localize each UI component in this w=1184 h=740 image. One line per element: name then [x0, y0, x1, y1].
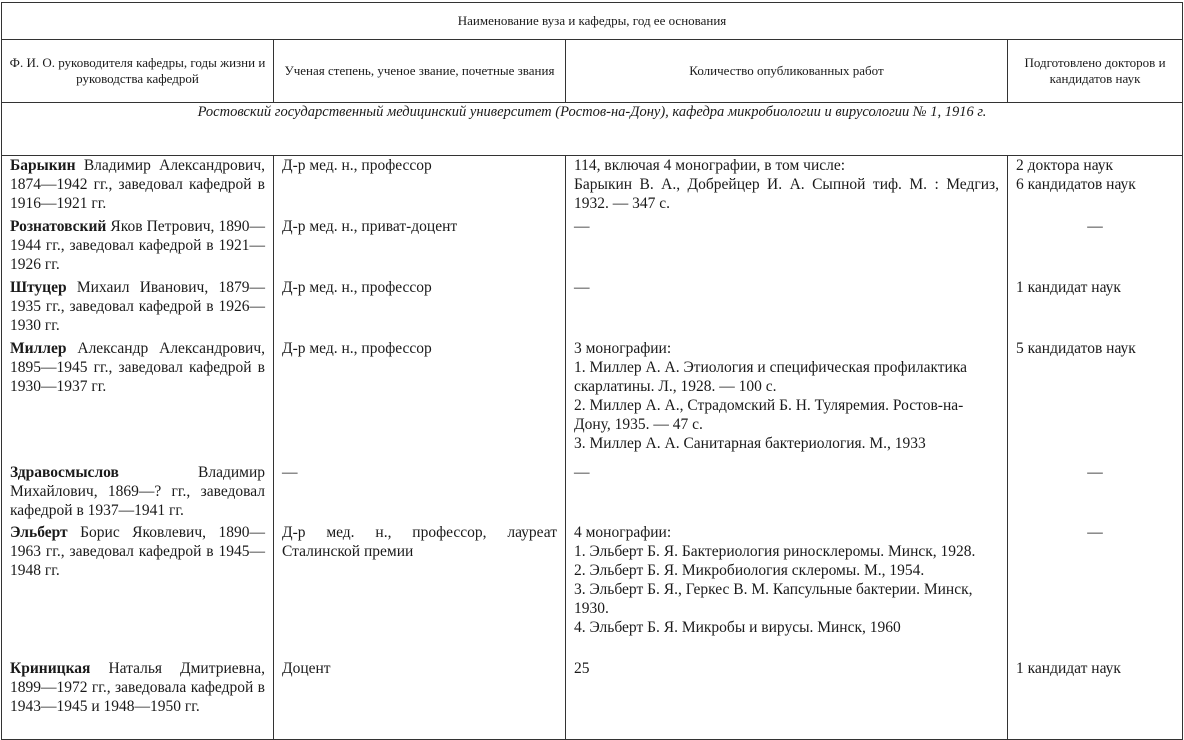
- works-intro: 3 монографии:: [574, 340, 672, 357]
- trained-cell: —: [1008, 523, 1183, 659]
- table-row: [2, 523, 1183, 659]
- list-item: 4. Эльберт Б. Я. Микробы и вирусы. Минск, 1960: [574, 619, 901, 636]
- head-name-cell: [2, 339, 274, 463]
- trained-candidates: 6 кандидатов наук: [1016, 176, 1136, 193]
- name-details: Яков Петрович, 1890—1944 гг., заведовал кафедрой в 1921—1926 гг.: [10, 218, 265, 273]
- works-intro: 4 монографии:: [574, 524, 672, 541]
- university-section-title: Ростовский государственный медицинский университет (Ростов-на-Дону), кафедра микробиологии и вирусологии № 1, 1916 г.: [2, 103, 1183, 156]
- trained-cell: 1 кандидат наук: [1008, 278, 1183, 339]
- works-cell: [566, 156, 1008, 218]
- degree-cell: Д-р мед. н., приват-доцент: [274, 217, 566, 278]
- table-row: [2, 278, 1183, 339]
- table-row: [2, 659, 1183, 740]
- trained-cell: 5 кандидатов наук: [1008, 339, 1183, 463]
- name-details: Владимир Александрович, 1874—1942 гг., заведовал кафедрой в 1916—1921 гг.: [10, 157, 265, 212]
- head-name-cell: [2, 278, 274, 339]
- trained-cell: —: [1008, 217, 1183, 278]
- trained-doctors: 2 доктора наук: [1016, 157, 1114, 174]
- head-name-cell: [2, 156, 274, 218]
- degree-cell: Д-р мед. н., профессор: [274, 278, 566, 339]
- degree-cell: Доцент: [274, 659, 566, 740]
- name-details: Александр Александрович, 1895—1945 гг., заведовал кафедрой в 1930—1937 гг.: [10, 340, 265, 395]
- name-details: Наталья Дмитриевна, 1899—1972 гг., заведовала кафедрой в 1943—1945 и 1948—1950 гг.: [10, 660, 265, 715]
- name-details: Михаил Иванович, 1879—1935 гг., заведовал кафедрой в 1926—1930 гг.: [10, 279, 265, 334]
- works-list: [574, 358, 999, 453]
- works-cell: 25: [566, 659, 1008, 740]
- departments-table: [1, 2, 1183, 740]
- head-name-cell: [2, 217, 274, 278]
- surname: Эльберт: [10, 524, 68, 541]
- degree-cell: Д-р мед. н., профессор: [274, 339, 566, 463]
- surname: Барыкин: [10, 157, 76, 174]
- works-cell: —: [566, 217, 1008, 278]
- head-name-cell: [2, 463, 274, 523]
- surname: Рознатовский: [10, 218, 107, 235]
- table-row: [2, 156, 1183, 218]
- degree-cell: —: [274, 463, 566, 523]
- works-text: Барыкин В. А., Добрейцер И. А. Сыпной тиф. М. : Медгиз, 1932. — 347 с.: [574, 176, 999, 212]
- surname: Штуцер: [10, 279, 67, 296]
- surname: Здравосмыслов: [10, 464, 119, 481]
- works-cell: —: [566, 278, 1008, 339]
- head-name-cell: [2, 659, 274, 740]
- degree-cell: Д-р мед. н., профессор, лауреат Сталинской премии: [274, 523, 566, 659]
- surname: Миллер: [10, 340, 67, 357]
- name-details: Владимир Михайлович, 1869—? гг., заведовал кафедрой в 1937—1941 гг.: [10, 464, 265, 519]
- list-item: 1. Эльберт Б. Я. Бактериология риносклеромы. Минск, 1928.: [574, 543, 976, 560]
- works-cell: [566, 339, 1008, 463]
- degree-cell: Д-р мед. н., профессор: [274, 156, 566, 218]
- list-item: 2. Эльберт Б. Я. Микробиология склеромы. М., 1954.: [574, 562, 925, 579]
- works-list: [574, 542, 999, 637]
- table-row: [2, 339, 1183, 463]
- works-cell: —: [566, 463, 1008, 523]
- list-item: 2. Миллер А. А., Страдомский Б. Н. Туляремия. Ростов-на-Дону, 1935. — 47 с.: [574, 397, 964, 433]
- list-item: 1. Миллер А. А. Этиология и специфическая профилактика скарлатины. Л., 1928. — 100 с.: [574, 359, 968, 395]
- list-item: 3. Миллер А. А. Санитарная бактериология. М., 1933: [574, 435, 926, 452]
- table-row: [2, 463, 1183, 523]
- surname: Криницкая: [10, 660, 91, 677]
- column-header-name: Ф. И. О. руководителя кафедры, годы жизни и руководства кафедрой: [2, 40, 274, 103]
- column-header-trained: Подготовлено докторов и кандидатов наук: [1008, 40, 1183, 103]
- column-header-works: Количество опубликованных работ: [566, 40, 1008, 103]
- list-item: 3. Эльберт Б. Я., Геркес В. М. Капсульные бактерии. Минск, 1930.: [574, 581, 973, 617]
- name-details: Борис Яковлевич, 1890—1963 гг., заведовал кафедрой в 1945—1948 гг.: [10, 524, 265, 579]
- works-cell: [566, 523, 1008, 659]
- head-name-cell: [2, 523, 274, 659]
- trained-cell: 1 кандидат наук: [1008, 659, 1183, 740]
- trained-cell: [1008, 156, 1183, 218]
- table-row: [2, 217, 1183, 278]
- column-header-degree: Ученая степень, ученое звание, почетные звания: [274, 40, 566, 103]
- trained-cell: —: [1008, 463, 1183, 523]
- works-intro: 114, включая 4 монографии, в том числе:: [574, 157, 846, 174]
- table-title: Наименование вуза и кафедры, год ее основания: [2, 3, 1183, 40]
